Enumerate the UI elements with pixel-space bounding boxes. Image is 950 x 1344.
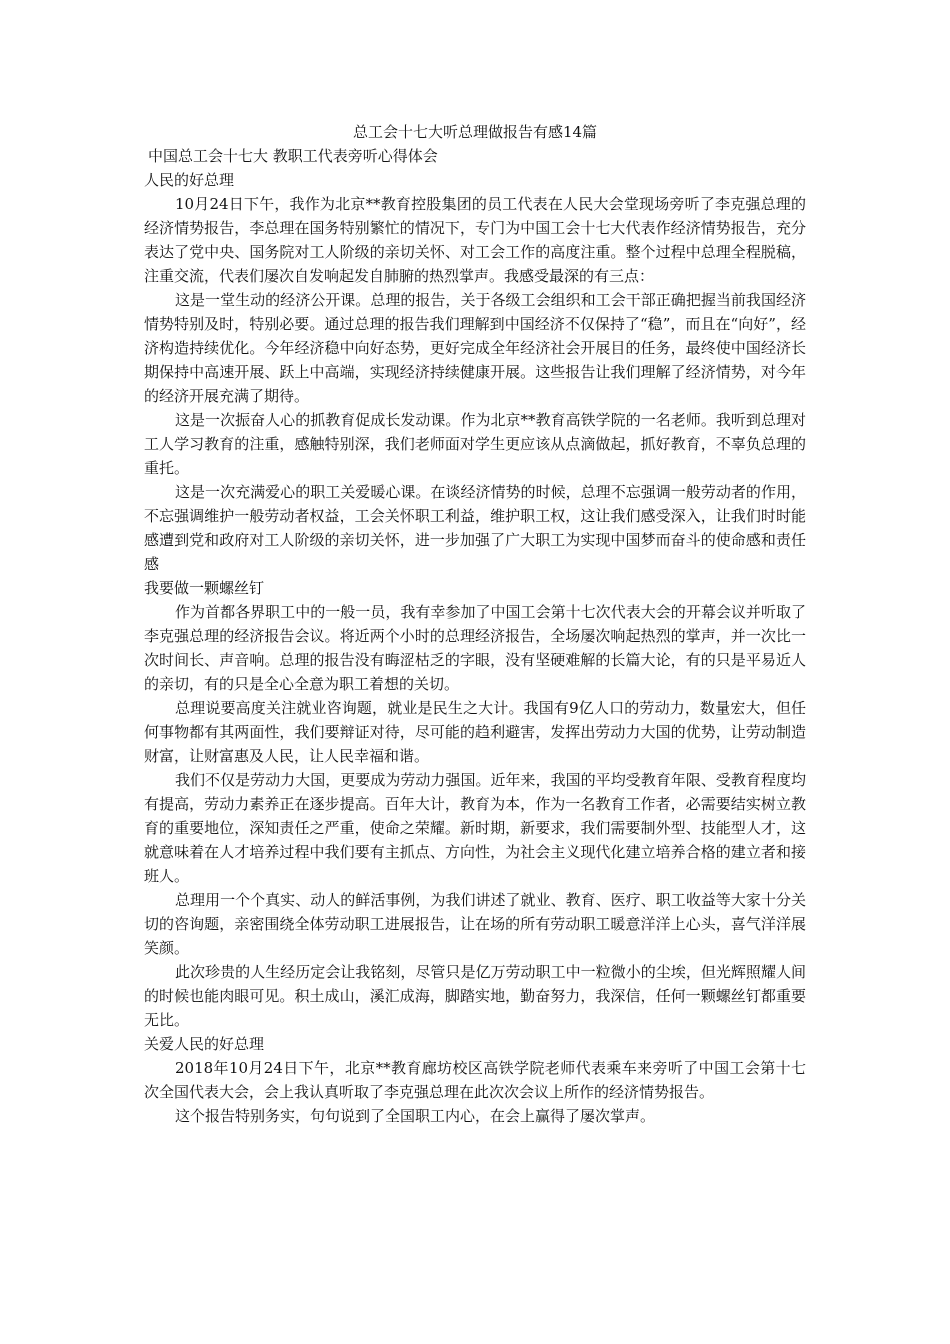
body-paragraph: 这个报告特别务实，句句说到了全国职工内心，在会上赢得了屡次掌声。 xyxy=(175,1107,656,1125)
body-paragraph: 总理说要高度关注就业咨询题，就业是民生之大计。我国有9亿人口的劳动力，数量宏大，但任何事物都有其两面性，我们要辩证对待，尽可能的趋利避害，发挥出劳动力大国的优势，让劳动制造财富，让财富惠及人民，让人民幸福和谐。 xyxy=(144,699,806,765)
document-page xyxy=(144,120,806,1128)
body-paragraph: 此次珍贵的人生经历定会让我铭刻，尽管只是亿万劳动职工中一粒微小的尘埃，但光辉照耀人间的时候也能肉眼可见。积土成山，溪汇成海，脚踏实地，勤奋努力，我深信，任何一颗螺丝钉都重要无比。 xyxy=(144,963,806,1029)
body-paragraph: 这是一堂生动的经济公开课。总理的报告，关于各级工会组织和工会干部正确把握当前我国经济情势特别及时，特别必要。通过总理的报告我们理解到中国经济不仅保持了“稳”，而且在“向好”，经济构造持续优化。今年经济稳中向好态势，更好完成全年经济社会开展目的任务，最终使中国经济长期保持中高速开展、跃上中高端，实现经济持续健康开展。这些报告让我们理解了经济情势，对今年的经济开展充满了期待。 xyxy=(144,291,806,405)
body-paragraph: 这是一次充满爱心的职工关爱暖心课。在谈经济情势的时候，总理不忘强调一般劳动者的作用，不忘强调维护一般劳动者权益，工会关怀职工利益，维护职工权，这让我们感受深入，让我们时时能感遭到党和政府对工人阶级的亲切关怀，进一步加强了广大职工为实现中国梦而奋斗的使命感和责任感 xyxy=(144,483,806,573)
body-paragraph: 总理用一个个真实、动人的鲜活事例，为我们讲述了就业、教育、医疗、职工收益等大家十分关切的咨询题，亲密围绕全体劳动职工进展报告，让在场的所有劳动职工暖意洋洋上心头，喜气洋洋展笑颜。 xyxy=(144,891,806,957)
document-subtitle: 中国总工会十七大 教职工代表旁听心得体会 xyxy=(148,147,438,165)
section-heading: 人民的好总理 xyxy=(144,171,235,189)
section-caring-premier xyxy=(144,1032,806,1128)
section-heading: 我要做一颗螺丝钉 xyxy=(144,579,265,597)
body-paragraph: 作为首都各界职工中的一般一员，我有幸参加了中国工会第十七次代表大会的开幕会议并听取了李克强总理的经济报告会议。将近两个小时的总理经济报告，全场屡次响起热烈的掌声，并一次比一次时间长、声音响。总理的报告没有晦涩枯乏的字眼，没有坚硬难解的长篇大论，有的只是平易近人的亲切，有的只是全心全意为职工着想的关切。 xyxy=(144,603,806,693)
body-paragraph: 2018年10月24日下午，北京**教育廊坊校区高铁学院老师代表乘车来旁听了中国工会第十七次全国代表大会，会上我认真听取了李克强总理在此次次会议上所作的经济情势报告。 xyxy=(144,1059,806,1101)
body-paragraph: 这是一次振奋人心的抓教育促成长发动课。作为北京**教育高铁学院的一名老师。我听到总理对工人学习教育的注重，感触特别深，我们老师面对学生更应该从点滴做起，抓好教育，不辜负总理的重托。 xyxy=(144,411,806,477)
section-heading: 关爱人民的好总理 xyxy=(144,1035,265,1053)
section-people-good-premier xyxy=(144,168,806,576)
body-paragraph: 我们不仅是劳动力大国，更要成为劳动力强国。近年来，我国的平均受教育年限、受教育程度均有提高，劳动力素养正在逐步提高。百年大计，教育为本，作为一名教育工作者，必需要结实树立教育的重要地位，深知责任之严重，使命之荣耀。新时期，新要求，我们需要制外型、技能型人才，这就意味着在人才培养过程中我们要有主抓点、方向性，为社会主义现代化建立培养合格的建立者和接班人。 xyxy=(144,771,806,885)
document-title: 总工会十七大听总理做报告有感14篇 xyxy=(352,123,598,141)
body-paragraph: 10月24日下午，我作为北京**教育控股集团的员工代表在人民大会堂现场旁听了李克强总理的经济情势报告，李总理在国务特别繁忙的情况下，专门为中国工会十七大代表作经济情势报告，充分表达了党中央、国务院对工人阶级的亲切关怀、对工会工作的高度注重。整个过程中总理全程脱稿，注重交流，代表们屡次自发响起发自肺腑的热烈掌声。我感受最深的有三点： xyxy=(144,195,806,285)
section-screw xyxy=(144,576,806,1032)
